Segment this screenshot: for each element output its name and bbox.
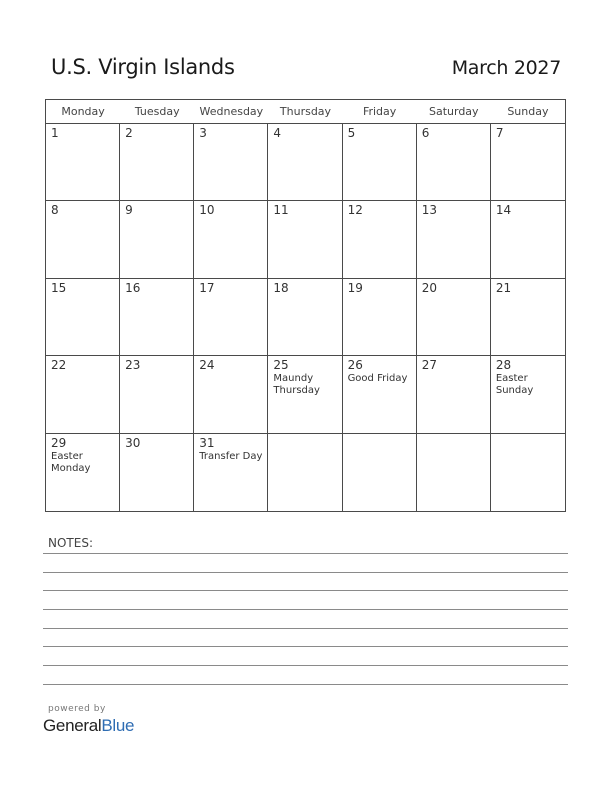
note-line bbox=[43, 609, 568, 610]
day-cell bbox=[120, 124, 194, 201]
day-cell bbox=[268, 279, 342, 356]
day-cell bbox=[46, 124, 120, 201]
day-cell bbox=[120, 279, 194, 356]
day-number: 12 bbox=[347, 203, 363, 218]
day-cell bbox=[194, 434, 268, 511]
note-line bbox=[43, 628, 568, 629]
day-number: 29 bbox=[51, 435, 67, 450]
day-number: 11 bbox=[273, 203, 289, 218]
day-number: 17 bbox=[199, 280, 215, 295]
day-number: 6 bbox=[421, 126, 430, 140]
day-cell bbox=[194, 201, 268, 278]
holiday-label: Good Friday bbox=[347, 373, 408, 385]
day-number: 7 bbox=[495, 126, 504, 140]
notes-label: NOTES: bbox=[48, 536, 93, 550]
holiday-label: Easter Monday bbox=[51, 450, 91, 474]
brand-blue-text: Blue bbox=[101, 716, 135, 735]
day-number: 30 bbox=[125, 435, 141, 450]
weekday-header-row bbox=[46, 100, 565, 124]
day-number: 10 bbox=[199, 203, 215, 218]
note-line bbox=[43, 665, 568, 666]
day-number: 5 bbox=[347, 126, 356, 140]
powered-by-label: powered by bbox=[48, 704, 106, 714]
day-cell bbox=[120, 434, 194, 511]
day-number: 22 bbox=[51, 358, 67, 373]
day-number: 26 bbox=[347, 358, 363, 373]
note-line bbox=[43, 684, 568, 685]
day-cell bbox=[46, 279, 120, 356]
day-number: 1 bbox=[51, 126, 59, 140]
day-cell bbox=[417, 124, 491, 201]
day-cell bbox=[417, 201, 491, 278]
day-cells bbox=[46, 124, 565, 511]
weekday-monday: Monday bbox=[61, 105, 105, 118]
day-cell bbox=[491, 124, 565, 201]
day-number: 8 bbox=[51, 203, 59, 218]
day-number: 13 bbox=[421, 203, 437, 218]
day-cell bbox=[46, 201, 120, 278]
day-cell bbox=[268, 434, 342, 511]
day-number: 9 bbox=[125, 203, 133, 218]
day-cell bbox=[417, 279, 491, 356]
day-number: 21 bbox=[495, 280, 512, 295]
calendar-grid bbox=[45, 99, 566, 512]
day-number: 15 bbox=[51, 280, 67, 295]
holiday-label: Easter Sunday bbox=[495, 373, 534, 397]
day-cell bbox=[194, 356, 268, 433]
day-cell bbox=[46, 434, 120, 511]
day-number: 20 bbox=[421, 280, 437, 295]
day-cell bbox=[491, 356, 565, 433]
day-number: 18 bbox=[273, 280, 289, 295]
weekday-sunday: Sunday bbox=[507, 105, 549, 118]
day-cell bbox=[46, 356, 120, 433]
day-cell bbox=[343, 356, 417, 433]
brand-logo bbox=[43, 716, 134, 736]
note-line bbox=[43, 572, 568, 573]
calendar-month-title: March 2027 bbox=[451, 57, 561, 79]
day-cell bbox=[120, 356, 194, 433]
day-cell bbox=[417, 434, 491, 511]
note-line bbox=[43, 553, 568, 554]
day-cell bbox=[268, 124, 342, 201]
holiday-label: Maundy Thursday bbox=[273, 373, 320, 397]
day-cell bbox=[268, 356, 342, 433]
day-cell bbox=[194, 124, 268, 201]
day-number: 23 bbox=[125, 358, 141, 373]
note-line bbox=[43, 646, 568, 647]
day-cell bbox=[491, 201, 565, 278]
day-number: 2 bbox=[125, 126, 133, 140]
day-cell bbox=[417, 356, 491, 433]
day-cell bbox=[343, 279, 417, 356]
day-cell bbox=[343, 201, 417, 278]
day-number: 25 bbox=[273, 358, 289, 373]
holiday-label: Transfer Day bbox=[199, 450, 263, 462]
day-cell bbox=[491, 434, 565, 511]
day-number: 16 bbox=[125, 280, 141, 295]
day-cell bbox=[343, 434, 417, 511]
day-number: 31 bbox=[199, 435, 215, 450]
note-line bbox=[43, 590, 568, 591]
day-number: 28 bbox=[495, 358, 512, 373]
weekday-wednesday: Wednesday bbox=[199, 105, 264, 118]
day-number: 19 bbox=[347, 280, 363, 295]
weekday-friday: Friday bbox=[362, 105, 397, 118]
brand-general-text: General bbox=[43, 716, 102, 735]
day-number: 24 bbox=[199, 358, 215, 373]
day-cell bbox=[120, 201, 194, 278]
day-cell bbox=[194, 279, 268, 356]
day-number: 14 bbox=[495, 203, 512, 218]
weekday-thursday: Thursday bbox=[279, 105, 332, 118]
weekday-tuesday: Tuesday bbox=[134, 105, 180, 118]
day-cell bbox=[268, 201, 342, 278]
day-cell bbox=[343, 124, 417, 201]
calendar-region-title: U.S. Virgin Islands bbox=[51, 55, 235, 79]
day-number: 3 bbox=[199, 126, 207, 140]
day-cell bbox=[491, 279, 565, 356]
day-number: 4 bbox=[273, 126, 282, 140]
day-number: 27 bbox=[421, 358, 437, 373]
weekday-saturday: Saturday bbox=[428, 105, 479, 118]
